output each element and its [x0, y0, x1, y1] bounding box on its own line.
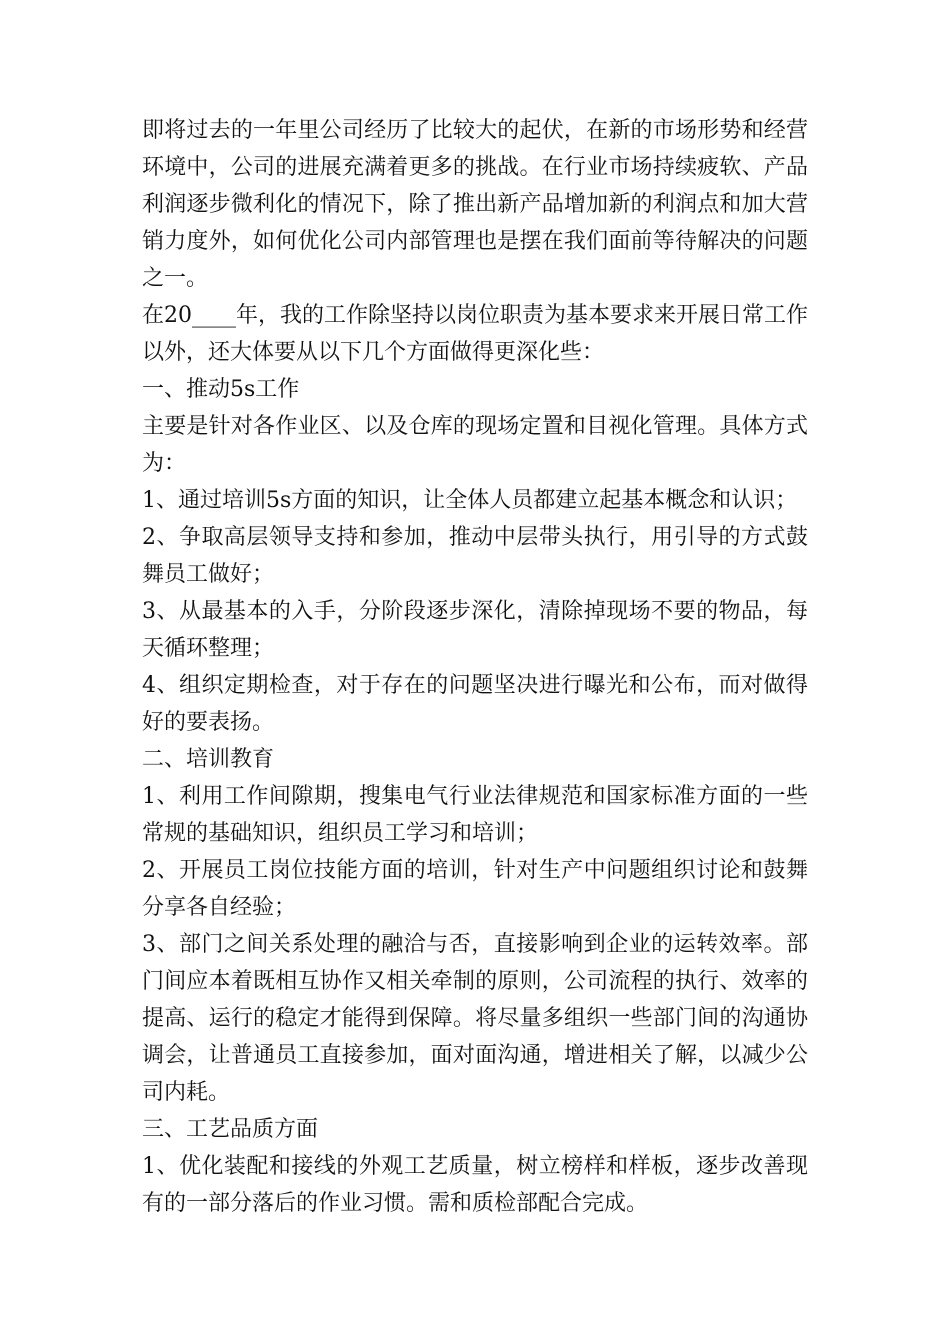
- section-heading-5s: 一、推动5s工作: [142, 377, 300, 402]
- list-item: 2、开展员工岗位技能方面的培训，针对生产中问题组织讨论和鼓舞分享各自经验；: [142, 858, 808, 920]
- list-item: 1、通过培训5s方面的知识，让全体人员都建立起基本概念和认识；: [142, 488, 798, 513]
- document-body: [142, 112, 808, 1222]
- list-item: 4、组织定期检查，对于存在的问题坚决进行曝光和公布，而对做得好的要表扬。: [142, 673, 808, 735]
- list-item: 3、从最基本的入手，分阶段逐步深化，清除掉现场不要的物品，每天循环整理；: [142, 599, 808, 661]
- plan-paragraph: 在20____年，我的工作除坚持以岗位职责为基本要求来开展日常工作以外，还大体要从以下几个方面做得更深化些：: [142, 303, 808, 365]
- list-item: 3、部门之间关系处理的融洽与否，直接影响到企业的运转效率。部门间应本着既相互协作又相关牵制的原则，公司流程的执行、效率的提高、运行的稳定才能得到保障。将尽量多组织一些部门间的沟通协调会，让普通员工直接参加，面对面沟通，增进相关了解，以减少公司内耗。: [142, 932, 808, 1105]
- list-item: 2、争取高层领导支持和参加，推动中层带头执行，用引导的方式鼓舞员工做好；: [142, 525, 808, 587]
- section-heading-quality: 三、工艺品质方面: [142, 1117, 319, 1142]
- section-5s-intro: 主要是针对各作业区、以及仓库的现场定置和目视化管理。具体方式为：: [142, 414, 808, 476]
- intro-paragraph: 即将过去的一年里公司经历了比较大的起伏，在新的市场形势和经营环境中，公司的进展充满着更多的挑战。在行业市场持续疲软、产品利润逐步微利化的情况下，除了推出新产品增加新的利润点和加大营销力度外，如何优化公司内部管理也是摆在我们面前等待解决的问题之一。: [142, 118, 808, 291]
- section-heading-training: 二、培训教育: [142, 747, 275, 772]
- list-item: 1、优化装配和接线的外观工艺质量，树立榜样和样板，逐步改善现有的一部分落后的作业习惯。需和质检部配合完成。: [142, 1154, 808, 1216]
- list-item: 1、利用工作间隙期，搜集电气行业法律规范和国家标准方面的一些常规的基础知识，组织员工学习和培训；: [142, 784, 808, 846]
